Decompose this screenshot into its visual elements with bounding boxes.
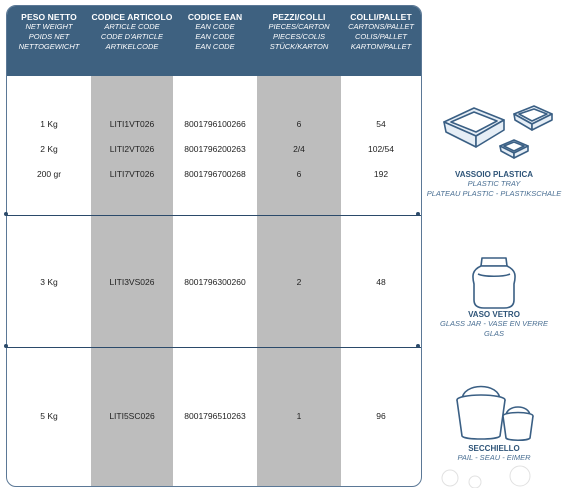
cell-pieces: 6	[296, 119, 302, 129]
header-pieces-carton: PEZZI/COLLI PIECES/CARTON PIECES/COLIS STÜCK/KARTON	[268, 12, 330, 51]
cell-article-code: LITI7VT026	[109, 169, 155, 179]
product-glass-jar	[424, 254, 564, 339]
divider-dot	[4, 212, 8, 216]
cell-pallet: 192	[373, 169, 389, 179]
product-title: VASSOIO PLASTICA	[454, 170, 534, 179]
glass-jar-icon	[464, 254, 524, 310]
table-header	[7, 6, 421, 76]
cell-pieces: 6	[296, 169, 302, 179]
header-ean-code: CODICE EAN EAN CODE EAN CODE EAN CODE	[187, 12, 243, 51]
product-title: SECCHIELLO	[468, 444, 520, 453]
pail-icon	[444, 378, 544, 444]
cell-weight: 5 Kg	[40, 411, 58, 421]
cell-article-code: LITI1VT026	[109, 119, 155, 129]
cell-weight: 3 Kg	[40, 277, 58, 287]
cell-pallet: 54	[376, 119, 386, 129]
cell-weight: 1 Kg	[40, 119, 58, 129]
plastic-tray-icon	[434, 100, 554, 170]
cell-pallet: 96	[376, 411, 386, 421]
cell-ean: 8001796510263	[184, 411, 246, 421]
cell-ean: 8001796300260	[184, 277, 246, 287]
cell-ean: 8001796700268	[184, 169, 246, 179]
header-cartons-pallet: COLLI/PALLET CARTONS/PALLET COLIS/PALLET KARTON/PALLET	[348, 12, 414, 51]
cell-article-code: LITI5SC026	[109, 411, 155, 421]
divider-dot	[416, 344, 420, 348]
cell-pallet: 102/54	[368, 144, 394, 154]
cell-weight: 200 gr	[36, 169, 62, 179]
cell-weight: 2 Kg	[40, 144, 58, 154]
header-net-weight: PESO NETTO NET WEIGHT POIDS NET NETTOGEWICHT	[18, 12, 80, 51]
divider-dot	[4, 344, 8, 348]
cell-pieces: 2/4	[293, 144, 305, 154]
product-plastic-tray	[424, 100, 564, 199]
cell-ean: 8001796100266	[184, 119, 246, 129]
product-subtitle: PLATEAU PLASTIC - PLASTIKSCHALE	[426, 189, 562, 198]
product-title: VASO VETRO	[468, 310, 520, 319]
product-subtitle: GLAS	[483, 329, 504, 338]
background-decoration	[430, 448, 550, 488]
product-table	[6, 5, 422, 487]
cell-pieces: 2	[296, 277, 302, 287]
product-subtitle: PAIL - SEAU - EIMER	[457, 453, 531, 462]
row-divider	[7, 215, 421, 216]
product-subtitle: PLASTIC TRAY	[467, 179, 521, 188]
cell-article-code: LITI3VS026	[109, 277, 155, 287]
row-divider	[7, 347, 421, 348]
header-article-code: CODICE ARTICOLO ARTICLE CODE CODE D'ARTICLE ARTIKELCODE	[91, 12, 173, 51]
cell-pieces: 1	[296, 411, 302, 421]
divider-dot	[416, 212, 420, 216]
product-subtitle: GLASS JAR - VASE EN VERRE	[440, 319, 548, 328]
cell-pallet: 48	[376, 277, 386, 287]
cell-article-code: LITI2VT026	[109, 144, 155, 154]
cell-ean: 8001796200263	[184, 144, 246, 154]
